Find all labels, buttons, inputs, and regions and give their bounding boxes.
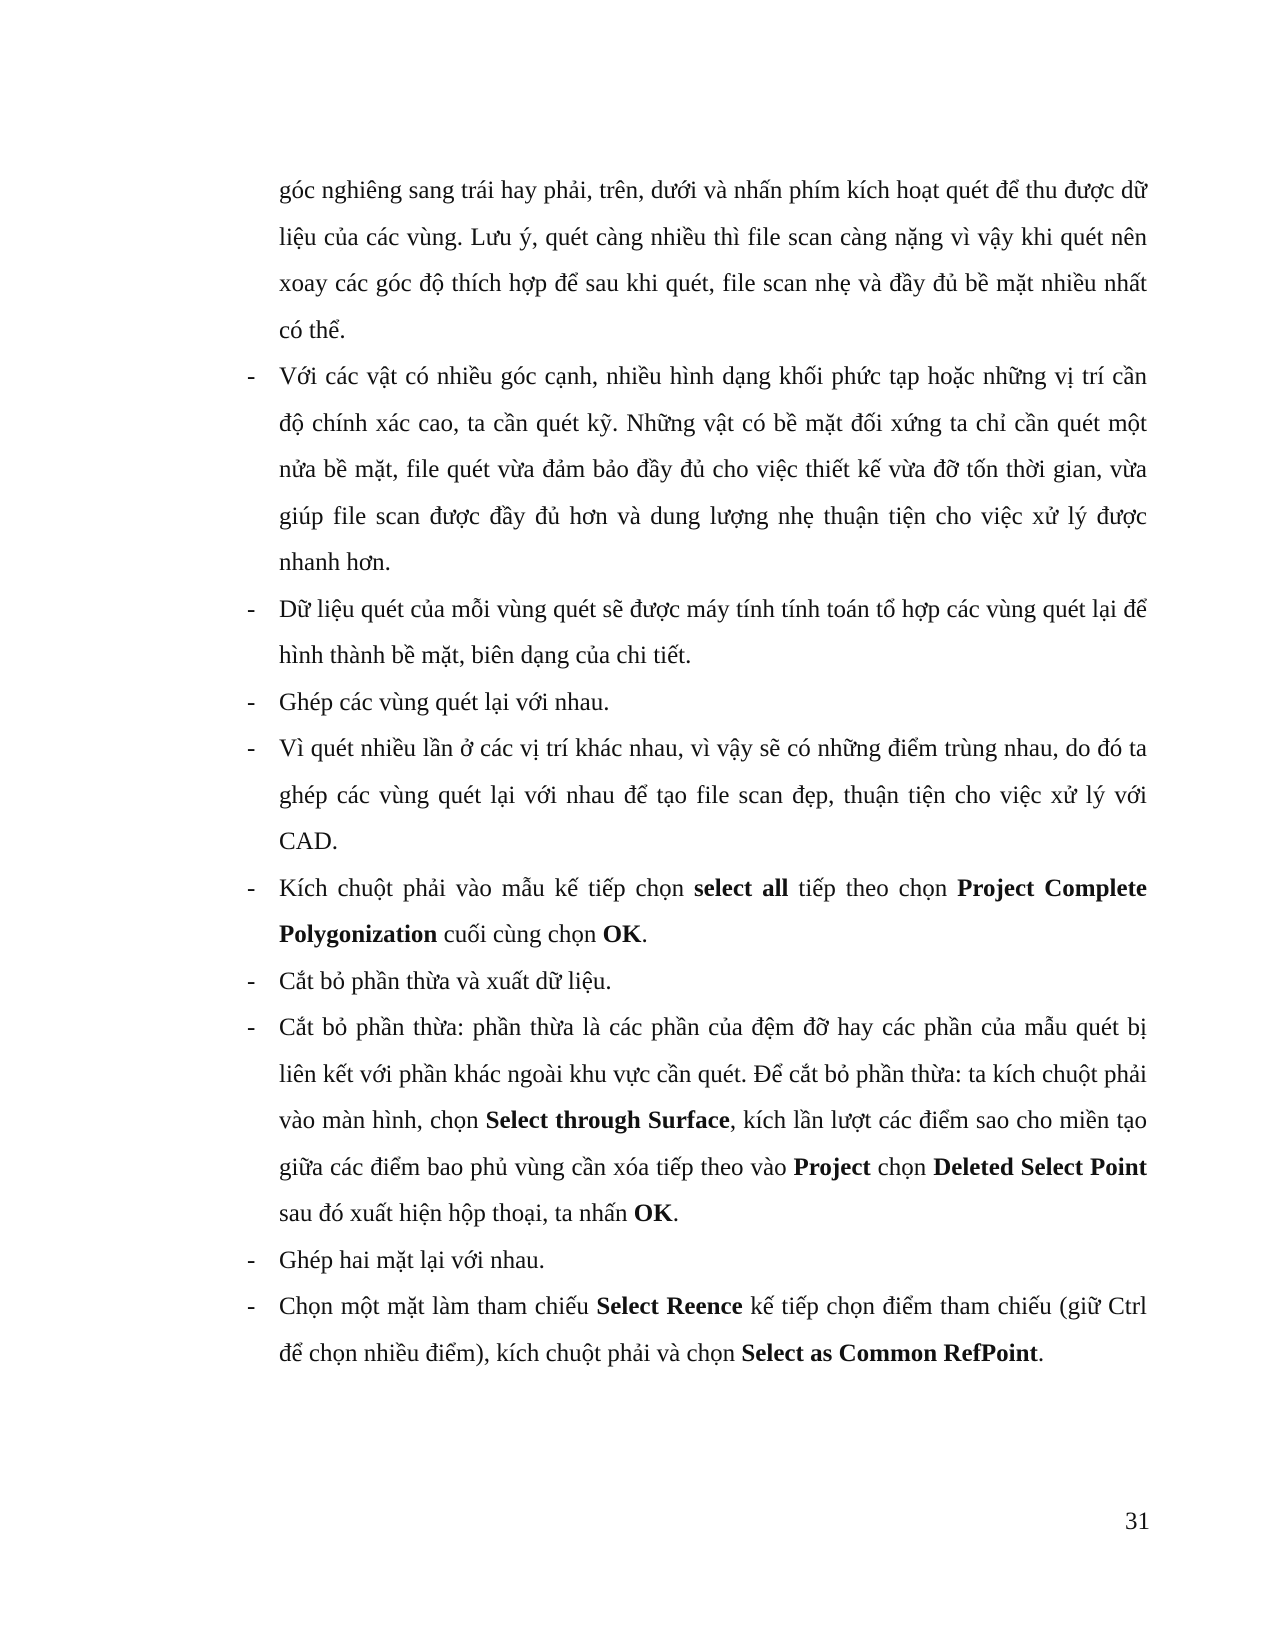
text-segment: Ghép các vùng quét lại với nhau. [279, 688, 610, 716]
page-body [279, 168, 1147, 1377]
bold-term: Project [793, 1153, 871, 1181]
text-segment: . [1037, 1339, 1045, 1367]
text-segment: . [672, 1200, 679, 1227]
bullet-item [279, 1284, 1147, 1377]
text-segment: . [641, 921, 648, 948]
text-segment: Với các vật có nhiều góc cạnh, nhiều hình dạng khối phức tạp hoặc những vị trí cần độ chính xác cao, ta cần quét kỹ. Những vật có bề mặt đối xứng ta chỉ cần quét một nửa bề mặt, file quét vừa đảm bảo đầy đủ cho việc thiết kế vừa đỡ tốn thời gian, vừa giúp file scan được đầy đủ hơn và dung lượng nhẹ thuận tiện cho việc xử lý được nhanh hơn. [279, 363, 1147, 576]
bullet-item [279, 959, 1147, 1006]
text-segment: kế tiếp chọn điểm tham chiếu (giữ Ctrl để chọn nhiều điểm), kích chuột phải và chọn [279, 1293, 1147, 1367]
bullet-item [279, 680, 1147, 727]
bold-term: Select through Surface [485, 1107, 730, 1134]
text-segment: , kích lần lượt các điểm sao cho miền tạo giữa các điểm bao phủ vùng cần xóa tiếp theo vào [279, 1107, 1147, 1181]
paragraph [279, 168, 1147, 354]
text-segment: cuối cùng chọn [437, 921, 603, 948]
bold-term: OK [602, 921, 642, 948]
text-segment: Ghép hai mặt lại với nhau. [279, 1246, 545, 1274]
bold-term: Select Reence [596, 1293, 743, 1320]
bold-term: Deleted Select Point [933, 1153, 1147, 1181]
text-segment: sau đó xuất hiện hộp thoại, ta nhấn [279, 1200, 634, 1227]
text-segment: chọn [870, 1153, 934, 1181]
bullet-item [279, 1238, 1147, 1285]
bullet-item [279, 354, 1147, 587]
text-segment: Cắt bỏ phần thừa và xuất dữ liệu. [279, 967, 612, 995]
text-segment: góc nghiêng sang trái hay phải, trên, dưới và nhấn phím kích hoạt quét để thu được dữ liệu của các vùng. Lưu ý, quét càng nhiều thì file scan càng nặng vì vậy khi quét nên xoay các góc độ thích hợp để sau khi quét, file scan nhẹ và đầy đủ bề mặt nhiều nhất có thể. [279, 177, 1147, 344]
bullet-item [279, 1005, 1147, 1238]
bullet-item [279, 726, 1147, 866]
bold-term: Project Complete Polygonization [279, 874, 1147, 948]
bold-term: select all [693, 874, 789, 902]
text-segment: tiếp theo chọn [788, 874, 958, 902]
text-segment: Dữ liệu quét của mỗi vùng quét sẽ được máy tính tính toán tổ hợp các vùng quét lại để hình thành bề mặt, biên dạng của chi tiết. [279, 595, 1147, 669]
text-segment: Cắt bỏ phần thừa: phần thừa là các phần của đệm đỡ hay các phần của mẫu quét bị liên kết với phần khác ngoài khu vực cần quét. Để cắt bỏ phần thừa: ta kích chuột phải vào màn hình, chọn [279, 1014, 1147, 1134]
bullet-item [279, 866, 1147, 959]
page-number: 31 [1125, 1508, 1150, 1535]
text-segment: Kích chuột phải vào mẫu kế tiếp chọn [279, 874, 694, 902]
bold-term: OK [633, 1200, 673, 1227]
bold-term: Select as Common RefPoint [741, 1339, 1038, 1367]
bullet-item [279, 587, 1147, 680]
text-segment: Vì quét nhiều lần ở các vị trí khác nhau, vì vậy sẽ có những điểm trùng nhau, do đó ta ghép các vùng quét lại với nhau để tạo file scan đẹp, thuận tiện cho việc xử lý với CAD. [279, 735, 1147, 855]
text-segment: Chọn một mặt làm tham chiếu [279, 1293, 597, 1320]
